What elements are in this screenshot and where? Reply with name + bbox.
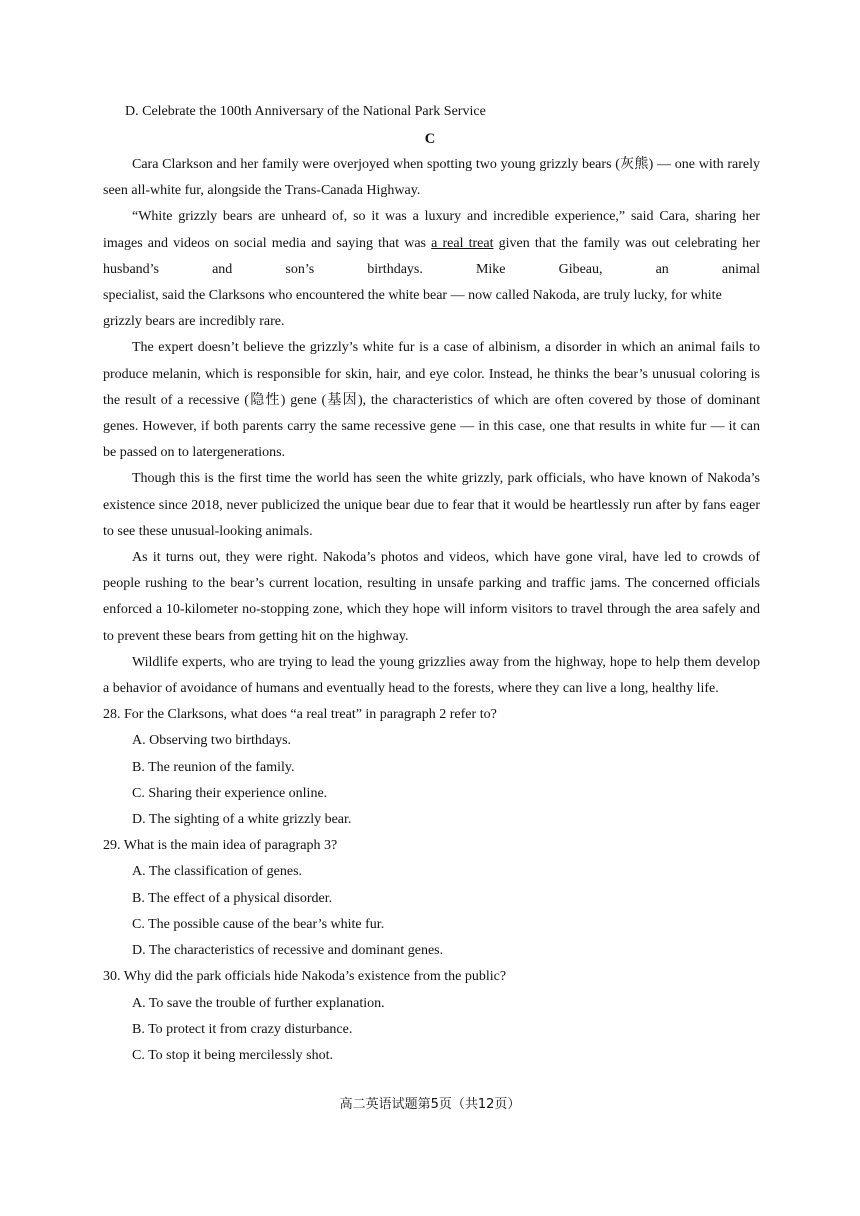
question-28-option-d: D. The sighting of a white grizzly bear. xyxy=(132,812,352,828)
passage-and-questions xyxy=(103,152,760,1069)
paragraph-3: The expert doesn’t believe the grizzly’s white fur is a case of albinism, a disorder in which an animal fails to produce melanin, which is responsible for skin, hair, and eye color. Instead, he thinks the bear’s unusual coloring is the result of a recessive (隐性) gene (基因), the characteristics of which are often covered by those of dominant genes. However, if both parents carry the same recessive gene — in this case, one that results in white fur — it can be passed on to latergenerations. xyxy=(103,340,760,461)
question-29-option-d: D. The characteristics of recessive and dominant genes. xyxy=(132,943,444,959)
question-30-option-c: C. To stop it being mercilessly shot. xyxy=(132,1047,333,1063)
page-footer: 高二英语试题第5页（共12页） xyxy=(339,1097,521,1112)
question-30-stem: 30. Why did the park officials hide Nakoda’s existence from the public? xyxy=(103,969,507,985)
question-29-option-b: B. The effect of a physical disorder. xyxy=(132,890,333,906)
question-29-stem: 29. What is the main idea of paragraph 3? xyxy=(103,838,338,854)
paragraph-2 xyxy=(103,204,760,283)
underlined-phrase: a real treat xyxy=(431,235,494,251)
section-heading: C xyxy=(424,131,436,147)
paragraph-1: Cara Clarkson and her family were overjoyed when spotting two young grizzly bears (灰熊) — one with rarely seen all-white fur, alongside the Trans-Canada Highway. xyxy=(103,157,760,199)
question-28-stem: 28. For the Clarksons, what does “a real treat” in paragraph 2 refer to? xyxy=(103,707,497,723)
question-29-option-a: A. The classification of genes. xyxy=(132,864,303,880)
paragraph-5: As it turns out, they were right. Nakoda’s photos and videos, which have gone viral, have led to crowds of people rushing to the bear’s current location, resulting in unsafe parking and traffic jams. The concerned officials enforced a 10-kilometer no-stopping zone, which they hope will inform visitors to travel through the area safely and to prevent these bears from getting hit on the highway. xyxy=(103,550,760,644)
question-30-option-a: A. To save the trouble of further explanation. xyxy=(132,995,385,1011)
question-28-option-a: A. Observing two birthdays. xyxy=(132,733,292,749)
paragraph-4: Though this is the first time the world has seen the white grizzly, park officials, who have known of Nakoda’s existence since 2018, never publicized the unique bear due to fear that it would be heartlessly run after by fans eager to see these unusual-looking animals. xyxy=(103,471,760,539)
paragraph-2-text-before: “White grizzly bears are unheard of, so it was a luxury and incredible experience,” said Cara, sharing her images and videos on social media and saying that was xyxy=(103,209,760,251)
question-30-option-b: B. To protect it from crazy disturbance. xyxy=(132,1021,353,1037)
paragraph-2-continued: specialist, said the Clarksons who encountered the white bear — now called Nakoda, are truly lucky, for white grizzly bears are incredibly rare. xyxy=(103,288,722,330)
question-28-option-b: B. The reunion of the family. xyxy=(132,759,295,775)
previous-question-option-d: D. Celebrate the 100th Anniversary of the National Park Service xyxy=(125,104,486,119)
paragraph-2-text-after: given that the family was out celebrating her husband’s and son’s birthdays. Mike Gibeau, an animal xyxy=(103,235,760,277)
question-29-option-c: C. The possible cause of the bear’s white fur. xyxy=(132,916,385,932)
question-28-option-c: C. Sharing their experience online. xyxy=(132,785,328,801)
paragraph-6: Wildlife experts, who are trying to lead the young grizzlies away from the highway, hope to help them develop a behavior of avoidance of humans and eventually head to the forests, where they can live a long, healthy life. xyxy=(103,654,760,697)
